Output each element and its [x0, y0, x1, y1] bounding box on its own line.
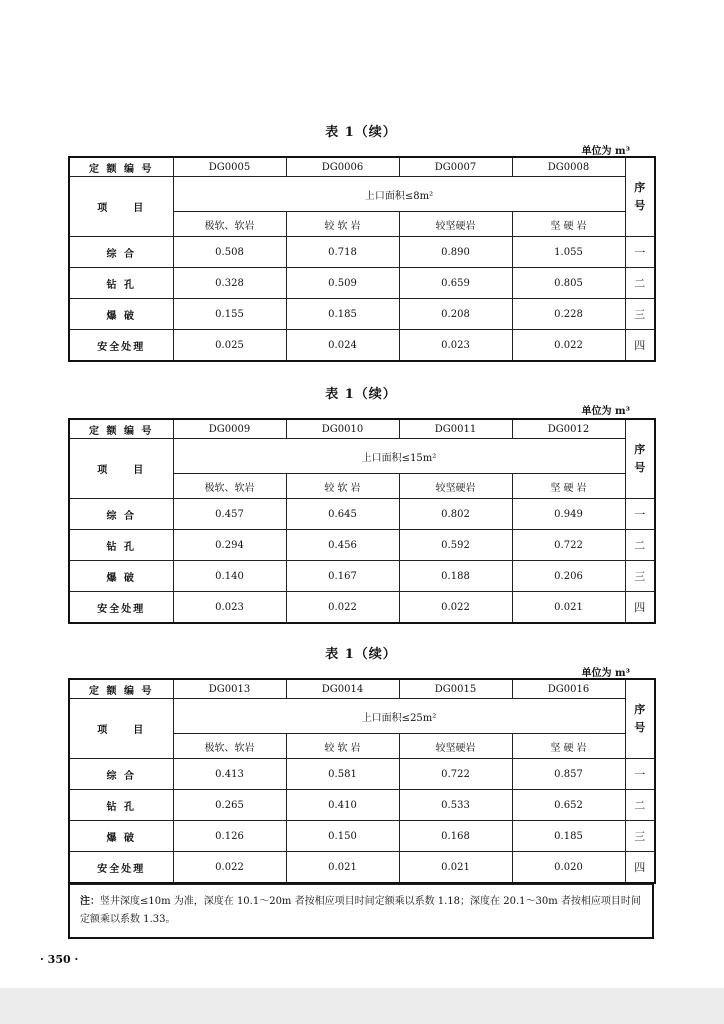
- unit-label: 单位为 m³: [581, 406, 630, 417]
- row-value: 0.581: [286, 759, 399, 790]
- table-title: 表 1（续）: [325, 125, 397, 140]
- row-value: 0.456: [286, 530, 399, 561]
- row-value: 0.659: [399, 268, 512, 299]
- row-seq: 二: [625, 268, 655, 299]
- rock-category: 较 软 岩: [286, 212, 399, 237]
- quota-code: DG0011: [399, 419, 512, 439]
- item-label: 项 目: [69, 177, 173, 237]
- range-row: [69, 699, 655, 734]
- quota-code: DG0014: [286, 679, 399, 699]
- quota-code: DG0005: [173, 157, 286, 177]
- row-value: 0.022: [286, 592, 399, 624]
- quota-code: DG0007: [399, 157, 512, 177]
- row-value: 0.533: [399, 790, 512, 821]
- quota-code: DG0010: [286, 419, 399, 439]
- row-value: 0.509: [286, 268, 399, 299]
- bottom-band: [0, 988, 724, 1024]
- row-value: 0.413: [173, 759, 286, 790]
- item-label: 项 目: [69, 439, 173, 499]
- table-row: [69, 790, 655, 821]
- row-name: 安全处理: [69, 852, 173, 884]
- rock-category: 较 软 岩: [286, 734, 399, 759]
- seq-header: [625, 679, 655, 759]
- row-name: 钻 孔: [69, 530, 173, 561]
- rock-category: 较坚硬岩: [399, 734, 512, 759]
- row-seq: 一: [625, 759, 655, 790]
- row-value: 0.802: [399, 499, 512, 530]
- seq-header-text: 序号: [634, 181, 646, 212]
- row-value: 0.022: [512, 330, 625, 362]
- row-value: 0.167: [286, 561, 399, 592]
- row-value: 0.024: [286, 330, 399, 362]
- row-value: 0.718: [286, 237, 399, 268]
- row-name: 综 合: [69, 499, 173, 530]
- row-value: 0.021: [399, 852, 512, 884]
- rock-category: 极软、软岩: [173, 734, 286, 759]
- row-seq: 二: [625, 790, 655, 821]
- row-value: 0.140: [173, 561, 286, 592]
- row-name: 安全处理: [69, 592, 173, 624]
- quota-table: [68, 156, 656, 362]
- table-row: [69, 821, 655, 852]
- row-seq: 一: [625, 499, 655, 530]
- table-title: 表 1（续）: [325, 647, 397, 662]
- row-seq: 三: [625, 821, 655, 852]
- row-seq: 四: [625, 330, 655, 362]
- rock-category: 极软、软岩: [173, 474, 286, 499]
- row-value: 0.023: [399, 330, 512, 362]
- row-value: 0.805: [512, 268, 625, 299]
- row-name: 爆 破: [69, 561, 173, 592]
- rock-category: 较坚硬岩: [399, 474, 512, 499]
- seq-header: [625, 419, 655, 499]
- table-title: 表 1（续）: [325, 387, 397, 402]
- table-row: [69, 592, 655, 624]
- row-value: 0.652: [512, 790, 625, 821]
- rock-category: 较 软 岩: [286, 474, 399, 499]
- code-row: [69, 157, 655, 177]
- code-header-label: 定 额 编 号: [69, 419, 173, 439]
- row-value: 0.592: [399, 530, 512, 561]
- row-name: 综 合: [69, 237, 173, 268]
- quota-code: DG0009: [173, 419, 286, 439]
- range-row: [69, 177, 655, 212]
- row-name: 钻 孔: [69, 790, 173, 821]
- row-value: 0.265: [173, 790, 286, 821]
- row-name: 爆 破: [69, 821, 173, 852]
- row-value: 0.228: [512, 299, 625, 330]
- row-seq: 三: [625, 299, 655, 330]
- table-row: [69, 561, 655, 592]
- quota-table: [68, 678, 656, 884]
- row-value: 0.021: [286, 852, 399, 884]
- unit-label: 单位为 m³: [581, 146, 630, 157]
- code-row: [69, 419, 655, 439]
- row-value: 0.185: [512, 821, 625, 852]
- row-seq: 一: [625, 237, 655, 268]
- row-value: 0.025: [173, 330, 286, 362]
- row-value: 0.020: [512, 852, 625, 884]
- rock-category: 极软、软岩: [173, 212, 286, 237]
- range-label: 上口面积≤8m²: [173, 177, 625, 212]
- table-row: [69, 852, 655, 884]
- table-row: [69, 237, 655, 268]
- code-header-label: 定 额 编 号: [69, 157, 173, 177]
- row-value: 0.021: [512, 592, 625, 624]
- row-value: 0.457: [173, 499, 286, 530]
- row-value: 0.328: [173, 268, 286, 299]
- row-seq: 三: [625, 561, 655, 592]
- row-value: 0.857: [512, 759, 625, 790]
- row-value: 0.206: [512, 561, 625, 592]
- note-text: 竖井深度≤10m 为准，深度在 10.1～20m 者按相应项目时间定额乘以系数 1.18；深度在 20.1～30m 者按相应项目时间定额乘以系数 1.33。: [80, 896, 641, 925]
- row-value: 0.022: [173, 852, 286, 884]
- table-row: [69, 759, 655, 790]
- row-value: 0.023: [173, 592, 286, 624]
- table-note: [68, 884, 654, 939]
- code-header-label: 定 额 编 号: [69, 679, 173, 699]
- seq-header-text: 序号: [634, 443, 646, 474]
- row-value: 0.294: [173, 530, 286, 561]
- row-seq: 二: [625, 530, 655, 561]
- row-name: 安全处理: [69, 330, 173, 362]
- row-name: 综 合: [69, 759, 173, 790]
- row-value: 0.208: [399, 299, 512, 330]
- quota-code: DG0016: [512, 679, 625, 699]
- row-value: 0.645: [286, 499, 399, 530]
- range-row: [69, 439, 655, 474]
- seq-header: [625, 157, 655, 237]
- row-value: 0.126: [173, 821, 286, 852]
- row-value: 0.185: [286, 299, 399, 330]
- row-name: 钻 孔: [69, 268, 173, 299]
- row-value: 0.022: [399, 592, 512, 624]
- row-value: 0.168: [399, 821, 512, 852]
- item-label: 项 目: [69, 699, 173, 759]
- table-row: [69, 530, 655, 561]
- row-value: 0.508: [173, 237, 286, 268]
- quota-table: [68, 418, 656, 624]
- quota-code: DG0006: [286, 157, 399, 177]
- quota-code: DG0012: [512, 419, 625, 439]
- row-name: 爆 破: [69, 299, 173, 330]
- rock-category: 较坚硬岩: [399, 212, 512, 237]
- row-seq: 四: [625, 852, 655, 884]
- row-value: 0.188: [399, 561, 512, 592]
- quota-code: DG0013: [173, 679, 286, 699]
- quota-code: DG0015: [399, 679, 512, 699]
- row-value: 0.150: [286, 821, 399, 852]
- code-row: [69, 679, 655, 699]
- page-number: · 350 ·: [40, 953, 79, 966]
- row-value: 0.890: [399, 237, 512, 268]
- row-value: 0.722: [512, 530, 625, 561]
- row-seq: 四: [625, 592, 655, 624]
- unit-label: 单位为 m³: [581, 668, 630, 679]
- seq-header-text: 序号: [634, 703, 646, 734]
- note-label: 注：: [80, 896, 100, 907]
- table-row: [69, 268, 655, 299]
- table-row: [69, 499, 655, 530]
- row-value: 1.055: [512, 237, 625, 268]
- row-value: 0.410: [286, 790, 399, 821]
- row-value: 0.722: [399, 759, 512, 790]
- range-label: 上口面积≤25m²: [173, 699, 625, 734]
- row-value: 0.949: [512, 499, 625, 530]
- quota-code: DG0008: [512, 157, 625, 177]
- table-row: [69, 330, 655, 362]
- rock-category: 坚 硬 岩: [512, 734, 625, 759]
- rock-category: 坚 硬 岩: [512, 212, 625, 237]
- table-row: [69, 299, 655, 330]
- rock-category: 坚 硬 岩: [512, 474, 625, 499]
- range-label: 上口面积≤15m²: [173, 439, 625, 474]
- row-value: 0.155: [173, 299, 286, 330]
